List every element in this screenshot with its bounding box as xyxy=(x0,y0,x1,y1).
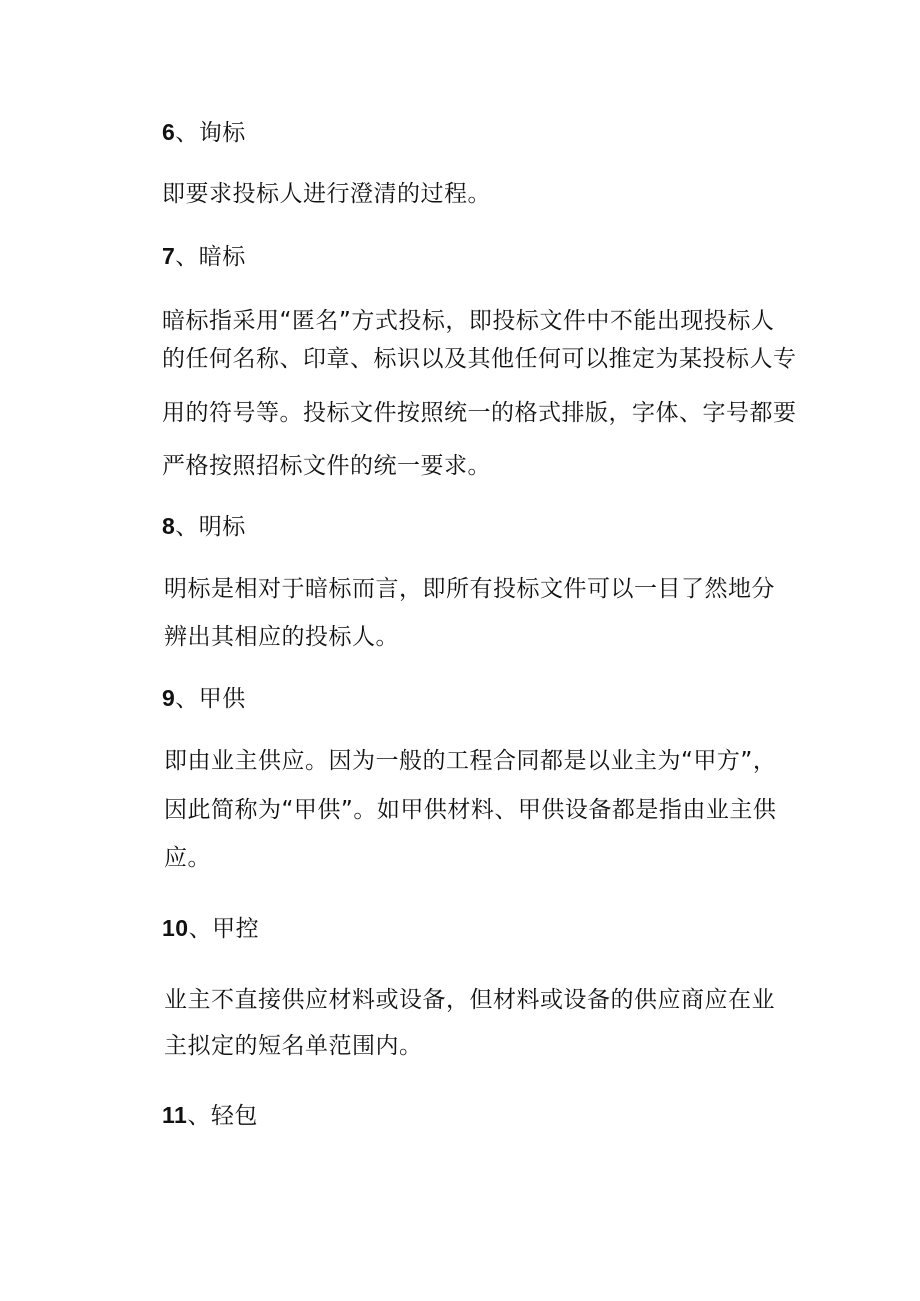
paragraph-line: 主拟定的短名单范围内。 xyxy=(164,1033,423,1059)
paragraph-line: 业主不直接供应材料或设备，但材料或设备的供应商应在业 xyxy=(164,987,775,1013)
paragraph-line: 因此简称为“甲供”。如甲供材料、甲供设备都是指由业主供 xyxy=(164,797,777,823)
section-heading-8 xyxy=(162,511,246,542)
section-separator: 、 xyxy=(175,120,199,146)
section-title: 询标 xyxy=(198,120,246,146)
section-separator: 、 xyxy=(187,1103,211,1129)
section-heading-11 xyxy=(162,1100,258,1131)
section-title: 明标 xyxy=(198,514,246,540)
paragraph-line: 辨出其相应的投标人。 xyxy=(164,624,399,650)
section-title: 轻包 xyxy=(210,1103,258,1129)
section-separator: 、 xyxy=(175,686,199,712)
section-number: 11 xyxy=(162,1102,188,1128)
section-title: 甲供 xyxy=(198,686,246,712)
paragraph-line: 即要求投标人进行澄清的过程。 xyxy=(162,181,491,207)
section-number: 9 xyxy=(162,685,176,711)
section-title: 暗标 xyxy=(198,244,246,270)
section-title: 甲控 xyxy=(212,916,260,942)
paragraph-line: 用的符号等。投标文件按照统一的格式排版，字体、字号都要 xyxy=(162,400,797,426)
section-heading-7 xyxy=(162,241,246,272)
section-number: 7 xyxy=(162,243,176,269)
section-heading-6 xyxy=(162,117,246,148)
paragraph-line: 的任何名称、印章、标识以及其他任何可以推定为某投标人专 xyxy=(162,346,797,372)
section-number: 8 xyxy=(162,513,176,539)
paragraph-line: 暗标指采用“匿名”方式投标，即投标文件中不能出现投标人 xyxy=(162,308,775,334)
paragraph-line: 明标是相对于暗标而言，即所有投标文件可以一目了然地分 xyxy=(164,576,775,602)
section-heading-10 xyxy=(162,913,259,944)
paragraph-line: 即由业主供应。因为一般的工程合同都是以业主为“甲方”， xyxy=(164,748,777,774)
paragraph-line: 应。 xyxy=(164,845,211,871)
paragraph-line: 严格按照招标文件的统一要求。 xyxy=(162,453,491,479)
section-number: 6 xyxy=(162,119,176,145)
section-separator: 、 xyxy=(175,244,199,270)
section-heading-9 xyxy=(162,683,246,714)
section-number: 10 xyxy=(162,915,189,941)
section-separator: 、 xyxy=(175,514,199,540)
section-separator: 、 xyxy=(188,916,213,942)
